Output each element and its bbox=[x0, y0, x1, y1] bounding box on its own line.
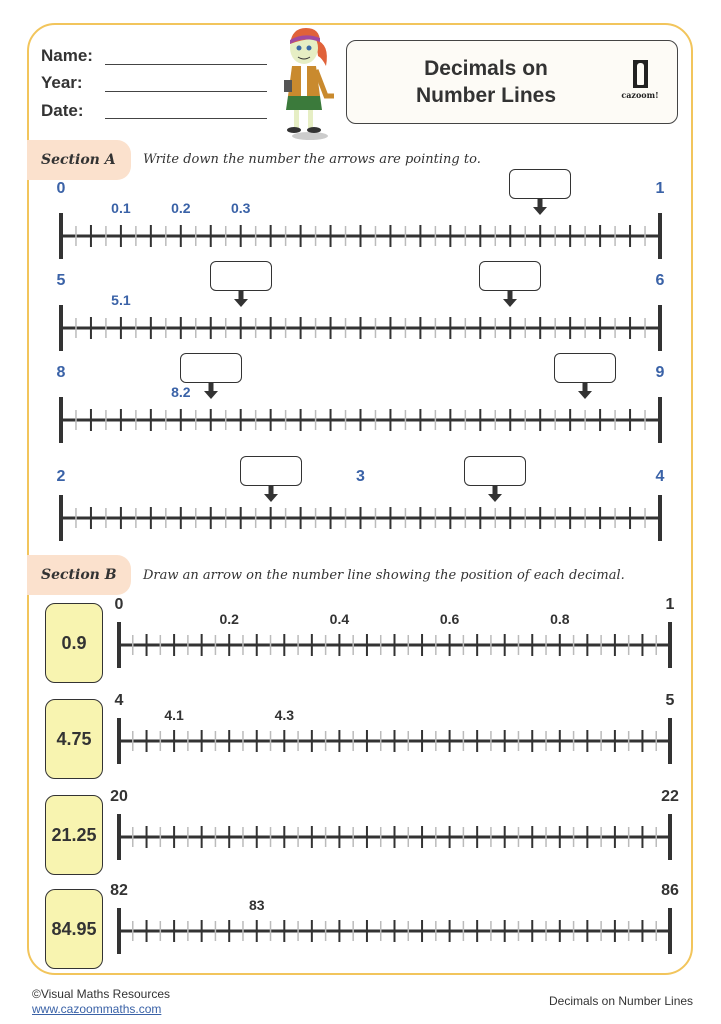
start-label: 82 bbox=[110, 882, 128, 899]
title-line-1: Decimals on bbox=[424, 57, 548, 80]
date-label: Date: bbox=[41, 101, 84, 120]
arrow-down-icon bbox=[533, 199, 547, 217]
start-label: 2 bbox=[56, 468, 66, 485]
tick-label: 0.4 bbox=[329, 611, 350, 627]
arrow-down-icon bbox=[204, 383, 218, 401]
year-label: Year: bbox=[41, 73, 83, 92]
start-label: 8 bbox=[56, 364, 66, 381]
decimal-target-box: 0.9 bbox=[45, 603, 103, 683]
start-label: 4 bbox=[114, 692, 124, 709]
footer-doc-title: Decimals on Number Lines bbox=[549, 994, 694, 1008]
answer-box[interactable] bbox=[554, 353, 616, 383]
number-line-a3 bbox=[56, 364, 665, 446]
number-line-b4[interactable] bbox=[110, 882, 679, 964]
tick-label: 8.2 bbox=[171, 384, 191, 400]
number-line-b2[interactable] bbox=[114, 692, 675, 774]
end-label: 6 bbox=[655, 272, 665, 289]
end-label: 22 bbox=[661, 788, 679, 805]
name-label: Name: bbox=[41, 46, 93, 65]
tick-label: 0.2 bbox=[219, 611, 239, 627]
end-label: 1 bbox=[665, 596, 675, 613]
tick-label: 3 bbox=[356, 468, 365, 485]
tick-label: 4.1 bbox=[164, 707, 184, 723]
copyright-text: ©Visual Maths Resources bbox=[32, 987, 171, 1001]
tick-label: 0.6 bbox=[439, 611, 460, 627]
start-label: 0 bbox=[56, 180, 66, 197]
worksheet-title-box bbox=[346, 40, 678, 124]
end-label: 4 bbox=[655, 468, 665, 485]
arrow-down-icon bbox=[264, 486, 278, 504]
start-label: 5 bbox=[56, 272, 66, 289]
end-label: 9 bbox=[655, 364, 665, 381]
end-label: 1 bbox=[655, 180, 665, 197]
worksheet-title bbox=[347, 55, 625, 109]
number-line-a2 bbox=[56, 272, 665, 354]
cazoom-logo-icon bbox=[633, 60, 648, 88]
number-line-b1[interactable] bbox=[114, 596, 675, 678]
arrow-down-icon bbox=[488, 486, 502, 504]
answer-box[interactable] bbox=[210, 261, 272, 291]
tick-label: 0.2 bbox=[171, 200, 191, 216]
answer-box[interactable] bbox=[180, 353, 242, 383]
section-b-tab: Section B bbox=[27, 555, 131, 595]
website-link[interactable]: www.cazoommaths.com bbox=[32, 1002, 162, 1016]
section-a-instruction: Write down the number the arrows are pointing to. bbox=[143, 152, 481, 167]
arrow-down-icon bbox=[234, 291, 248, 309]
decimal-target-box: 4.75 bbox=[45, 699, 103, 779]
section-a-tab: Section A bbox=[27, 140, 131, 180]
answer-box[interactable] bbox=[509, 169, 571, 199]
answer-box[interactable] bbox=[240, 456, 302, 486]
tick-label: 5.1 bbox=[111, 292, 131, 308]
tick-label: 0.3 bbox=[230, 200, 251, 216]
number-line-b3[interactable] bbox=[110, 788, 679, 870]
start-label: 20 bbox=[110, 788, 128, 805]
arrow-down-icon bbox=[578, 383, 592, 401]
end-label: 86 bbox=[661, 882, 679, 899]
year-field[interactable] bbox=[105, 91, 267, 92]
number-line-a1 bbox=[56, 180, 665, 262]
logo-text: cazoom! bbox=[621, 90, 659, 100]
end-label: 5 bbox=[665, 692, 675, 709]
tick-label: 0.1 bbox=[111, 200, 131, 216]
decimal-target-box: 21.25 bbox=[45, 795, 103, 875]
decimal-target-box: 84.95 bbox=[45, 889, 103, 969]
cazoom-logo bbox=[617, 60, 663, 106]
tick-label: 83 bbox=[248, 897, 265, 913]
tick-label: 4.3 bbox=[274, 707, 295, 723]
arrow-down-icon bbox=[503, 291, 517, 309]
number-line-a4 bbox=[56, 468, 665, 550]
section-b-instruction: Draw an arrow on the number line showing the position of each decimal. bbox=[143, 568, 625, 583]
tick-label: 0.8 bbox=[550, 611, 570, 627]
date-field[interactable] bbox=[105, 118, 267, 119]
mascot-illustration bbox=[276, 26, 340, 142]
answer-box[interactable] bbox=[479, 261, 541, 291]
title-line-2: Number Lines bbox=[415, 84, 557, 107]
answer-box[interactable] bbox=[464, 456, 526, 486]
start-label: 0 bbox=[114, 596, 124, 613]
name-field[interactable] bbox=[105, 64, 267, 65]
